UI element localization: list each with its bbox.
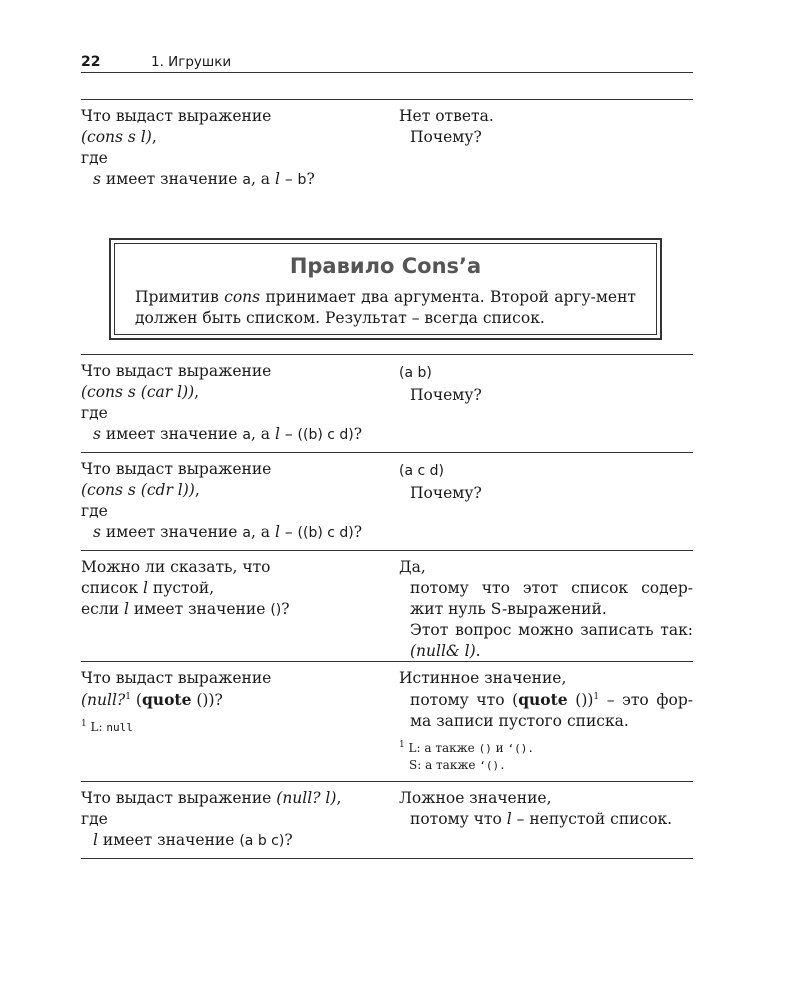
text: ()) bbox=[567, 691, 594, 709]
text: (a b c) bbox=[239, 833, 285, 849]
answer bbox=[399, 668, 693, 774]
text: l bbox=[93, 831, 98, 849]
text: ? bbox=[214, 691, 223, 709]
answer bbox=[399, 459, 693, 504]
text: Почему? bbox=[410, 386, 482, 404]
text: Почему? bbox=[410, 128, 482, 146]
text: – bbox=[279, 170, 298, 188]
text: потому что этот список содер-жит нуль S-выражений. bbox=[410, 579, 693, 618]
text: Что выдаст выражение bbox=[81, 789, 277, 807]
text: 1 bbox=[125, 691, 131, 702]
qa-row bbox=[81, 99, 693, 197]
text: список bbox=[81, 579, 143, 597]
text: (cons s l) bbox=[81, 128, 152, 146]
question bbox=[81, 788, 393, 852]
text: Примитив bbox=[135, 288, 225, 306]
text: потому что ( bbox=[410, 691, 519, 709]
running-header bbox=[81, 52, 693, 73]
text: () bbox=[270, 602, 282, 618]
text: (null& l) bbox=[410, 642, 476, 660]
text: – непустой список. bbox=[511, 810, 673, 828]
text: l bbox=[142, 579, 148, 597]
text: 1 bbox=[399, 740, 405, 750]
footnote bbox=[81, 719, 381, 736]
footnote bbox=[399, 740, 693, 774]
text: ( bbox=[130, 691, 142, 709]
text: Что выдаст выражение bbox=[81, 362, 272, 380]
question bbox=[81, 106, 381, 191]
text: s bbox=[93, 170, 101, 188]
text: Нет ответа. bbox=[399, 107, 494, 125]
text: где bbox=[81, 810, 108, 828]
text: ? bbox=[306, 170, 315, 188]
text: ‘(). bbox=[479, 759, 506, 772]
rule-title: Правило Cons’a bbox=[289, 254, 482, 278]
answer bbox=[399, 788, 693, 830]
text: . bbox=[475, 642, 481, 660]
text: l bbox=[274, 170, 280, 188]
text: a bbox=[242, 427, 251, 443]
text: ()) bbox=[191, 691, 215, 709]
text: L: bbox=[86, 720, 107, 734]
text: Что выдаст выражение bbox=[81, 460, 272, 478]
text: имеет значение bbox=[100, 425, 243, 443]
page-number: 22 bbox=[81, 54, 101, 70]
text: , bbox=[151, 128, 157, 146]
text: Можно ли сказать, что bbox=[81, 558, 271, 576]
text: b bbox=[297, 172, 307, 188]
text: , а bbox=[250, 170, 275, 188]
text: s bbox=[93, 523, 101, 541]
text: – bbox=[279, 523, 298, 541]
text: (null? l) bbox=[276, 789, 337, 807]
chapter-title: 1. Игрушки bbox=[151, 54, 232, 70]
question bbox=[81, 668, 381, 736]
text: (cons s (car l)) bbox=[81, 383, 195, 401]
text: (null? bbox=[81, 691, 126, 709]
text: имеет значение bbox=[97, 831, 240, 849]
text: принимает два аргумента. Второй аргу-мент должен быть списком. Результат – всегда список. bbox=[135, 288, 636, 327]
text: имеет значение bbox=[100, 170, 243, 188]
text: ((b) c d) bbox=[297, 427, 354, 443]
text: a bbox=[242, 525, 251, 541]
text: ((b) c d) bbox=[297, 525, 354, 541]
text: где bbox=[81, 404, 108, 422]
text: () bbox=[478, 742, 492, 755]
text: где bbox=[81, 502, 108, 520]
qa-row bbox=[81, 661, 693, 781]
text: l bbox=[506, 810, 512, 828]
rule-box bbox=[109, 238, 662, 340]
text: Что выдаст выражение bbox=[81, 669, 272, 687]
qa-row bbox=[81, 781, 693, 859]
text: Что выдаст выражение bbox=[81, 107, 272, 125]
answer bbox=[399, 361, 693, 406]
text: l bbox=[274, 425, 280, 443]
text: ? bbox=[281, 600, 290, 618]
answer bbox=[399, 106, 693, 148]
qa-row bbox=[81, 550, 693, 661]
text: (a c d) bbox=[399, 463, 444, 479]
text: Да, bbox=[399, 558, 426, 576]
text: ? bbox=[353, 425, 363, 443]
text: и bbox=[491, 741, 508, 755]
text: Почему? bbox=[410, 484, 482, 502]
text: – это фор-ма записи пустого списка. bbox=[410, 691, 693, 730]
text: если bbox=[81, 600, 124, 618]
text: где bbox=[81, 149, 108, 167]
text: Ложное значение, bbox=[399, 789, 552, 807]
text: 1 bbox=[81, 719, 87, 729]
text: ? bbox=[284, 831, 293, 849]
text: , bbox=[194, 383, 200, 401]
question bbox=[81, 459, 381, 544]
text: null bbox=[106, 721, 133, 734]
qa-row bbox=[81, 354, 693, 452]
answer bbox=[399, 557, 693, 662]
text: , а bbox=[250, 425, 275, 443]
question bbox=[81, 557, 381, 621]
text: пустой, bbox=[147, 579, 215, 597]
text: имеет значение bbox=[128, 600, 271, 618]
text: (cons s (cdr l)) bbox=[81, 481, 195, 499]
text: , а bbox=[250, 523, 275, 541]
rule-text bbox=[135, 287, 636, 329]
text: l bbox=[123, 600, 129, 618]
text: (a b) bbox=[399, 365, 432, 381]
text: cons bbox=[224, 288, 261, 306]
text: , bbox=[194, 481, 200, 499]
text: l bbox=[274, 523, 280, 541]
text: , bbox=[336, 789, 342, 807]
text: 1 bbox=[593, 691, 600, 702]
text: quote bbox=[518, 690, 568, 709]
text: s bbox=[93, 425, 101, 443]
text: имеет значение bbox=[100, 523, 243, 541]
qa-row bbox=[81, 452, 693, 550]
text: ? bbox=[353, 523, 363, 541]
text: Этот вопрос можно записать так: bbox=[410, 621, 693, 639]
text: – bbox=[279, 425, 298, 443]
question bbox=[81, 361, 381, 446]
text: потому что bbox=[410, 810, 507, 828]
text: S: а также bbox=[409, 758, 480, 772]
text: ‘(). bbox=[507, 742, 534, 755]
text: L: а также bbox=[404, 741, 479, 755]
text: a bbox=[242, 172, 251, 188]
text: Истинное значение, bbox=[399, 669, 567, 687]
text: quote bbox=[141, 690, 192, 709]
